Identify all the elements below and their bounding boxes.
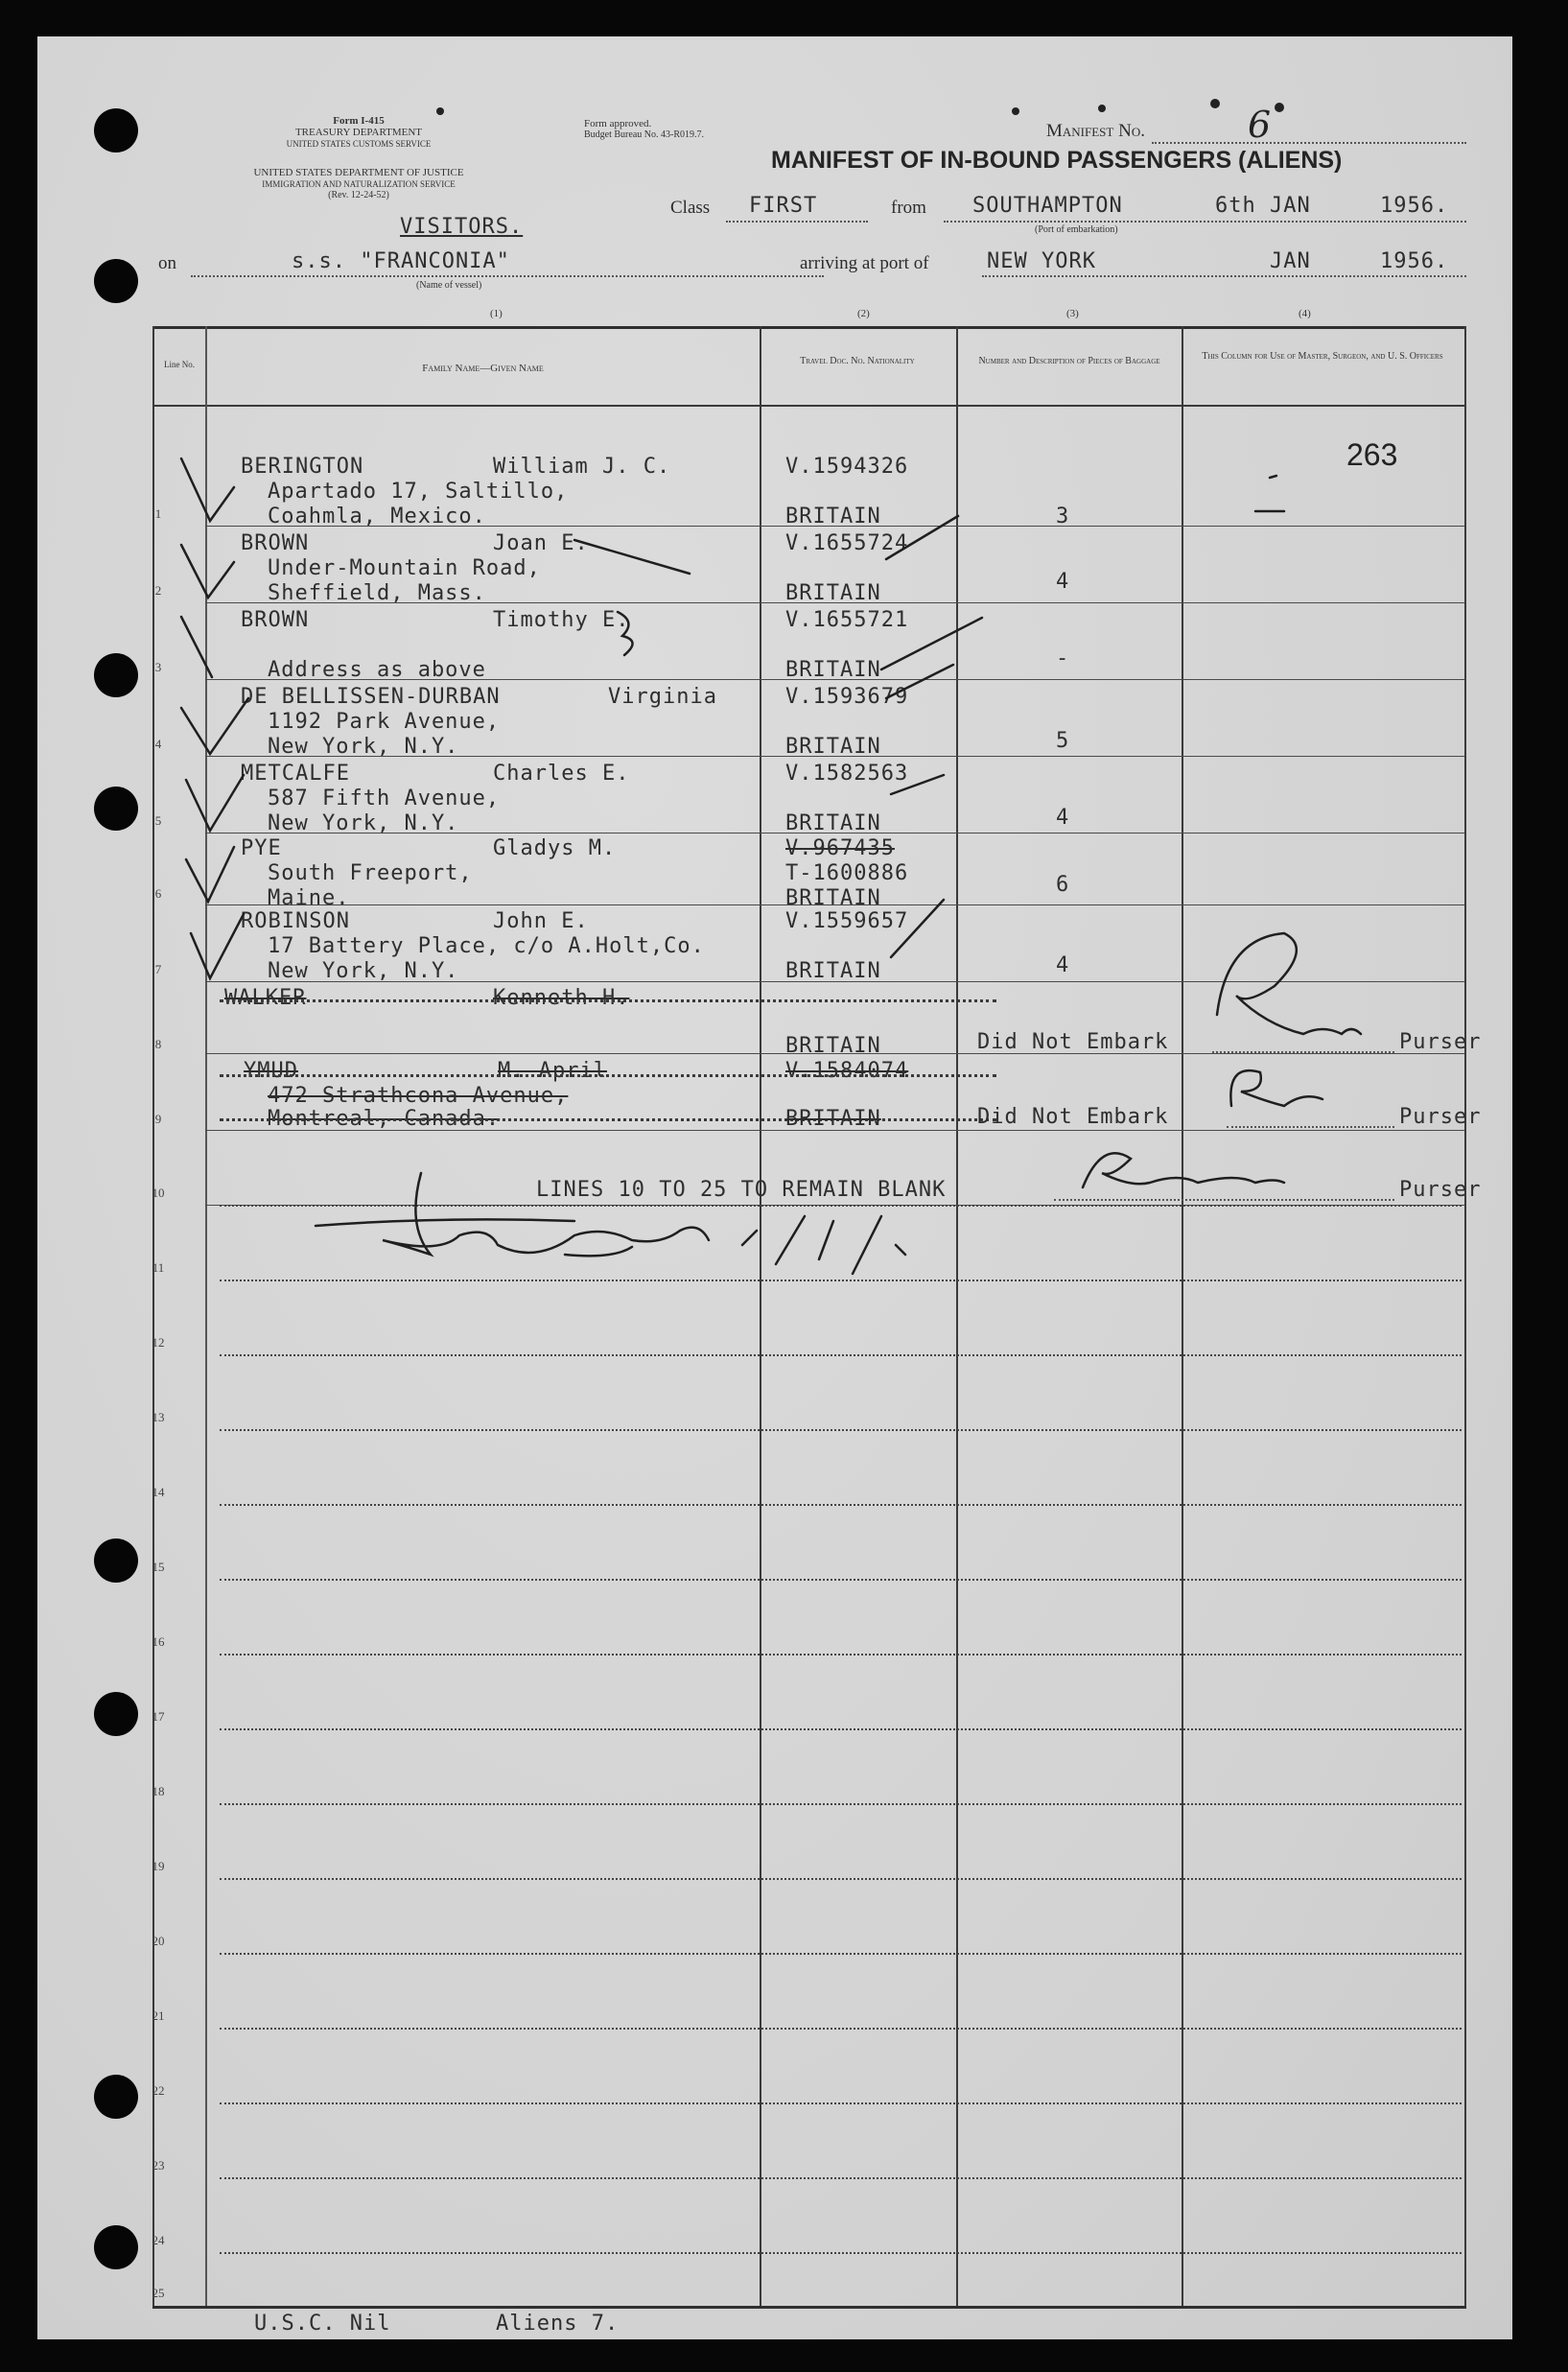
travel-doc: V.1655721 — [785, 608, 909, 632]
check-mark — [886, 665, 953, 698]
signature-date-strokes — [742, 1216, 905, 1274]
address-line: New York, N.Y. — [268, 959, 459, 983]
address-line: 1192 Park Avenue, — [268, 710, 501, 734]
class-value: FIRST — [749, 194, 818, 218]
arrival-port: NEW YORK — [987, 249, 1096, 273]
manifest-no: 6 — [1248, 104, 1272, 146]
given-name: Timothy E. — [493, 608, 630, 632]
did-not-embark: Did Not Embark — [977, 1105, 1169, 1129]
address-line: New York, N.Y. — [268, 735, 459, 759]
header-travel-doc: Travel Doc. No. Nationality — [800, 356, 915, 366]
purser-signature — [1230, 1070, 1322, 1106]
check-mark — [186, 847, 234, 902]
check-mark — [181, 617, 212, 677]
did-not-embark: Did Not Embark — [977, 1030, 1169, 1054]
given-name: William J. C. — [493, 455, 671, 479]
line-number: 5 — [154, 813, 162, 828]
on-label: on — [158, 253, 176, 273]
check-mark — [181, 698, 248, 754]
officer-mark — [1255, 476, 1284, 511]
address-line: Address as above — [268, 658, 486, 682]
nationality: BRITAIN — [785, 886, 881, 910]
paper-speck — [1210, 99, 1220, 108]
line-number: 17 — [152, 1709, 165, 1724]
line-number: 21 — [152, 2008, 165, 2023]
treasury-dept: TREASURY DEPARTMENT — [294, 127, 423, 138]
line-number: 3 — [154, 660, 162, 674]
manifest-page — [37, 36, 1512, 2339]
given-name: Joan E. — [493, 531, 589, 555]
travel-doc: V.1584074 — [785, 1059, 909, 1083]
purser-signature — [1083, 1153, 1284, 1187]
line-number: 19 — [152, 1859, 165, 1873]
family-name: ROBINSON — [241, 909, 350, 933]
officer-number: 263 — [1346, 437, 1398, 472]
line-number: 20 — [152, 1934, 165, 1948]
purser-label: Purser — [1399, 1105, 1482, 1129]
travel-doc: V.1582563 — [785, 762, 909, 786]
col-num-3: (3) — [1066, 308, 1079, 319]
line-number: 24 — [152, 2233, 165, 2247]
nationality: BRITAIN — [785, 581, 881, 605]
address-line: Maine. — [268, 886, 350, 910]
family-name: METCALFE — [241, 762, 350, 786]
purser-label: Purser — [1399, 1030, 1482, 1054]
address-line: 472 Strathcona Avenue, — [268, 1084, 569, 1108]
baggage-count: 3 — [1056, 505, 1070, 528]
page-title: MANIFEST OF IN-BOUND PASSENGERS (ALIENS) — [771, 147, 1343, 174]
line-number: 14 — [152, 1485, 165, 1499]
family-name: DE BELLISSEN-DURBAN — [241, 685, 501, 709]
check-mark — [574, 540, 690, 574]
line-number: 23 — [152, 2158, 165, 2172]
budget-bureau: Budget Bureau No. 43-R019.7. — [584, 129, 704, 140]
address-line: 17 Battery Place, c/o A.Holt,Co. — [268, 934, 705, 958]
nationality: BRITAIN — [785, 735, 881, 759]
check-mark — [181, 545, 234, 598]
header-officers: This Column for Use of Master, Surgeon, and U. S. Officers — [1202, 351, 1443, 362]
check-mark — [881, 618, 982, 669]
line-number: 9 — [154, 1112, 162, 1126]
nationality: BRITAIN — [785, 1034, 881, 1058]
nationality: BRITAIN — [785, 658, 881, 682]
family-name: WALKER — [224, 986, 307, 1010]
given-name: Virginia — [608, 685, 717, 709]
form-approved: Form approved. — [584, 118, 652, 129]
handwriting-layer — [37, 36, 1512, 2339]
travel-doc: V.1655724 — [785, 531, 909, 555]
inspector-signature — [565, 1247, 632, 1256]
col-num-1: (1) — [490, 308, 503, 319]
col-num-2: (2) — [857, 308, 870, 319]
uscc-note: U.S.C. Nil — [254, 2312, 391, 2336]
line-number: 1 — [154, 506, 162, 521]
line-number: 7 — [154, 962, 162, 976]
address-line: South Freeport, — [268, 861, 473, 885]
line-number: 25 — [152, 2286, 165, 2300]
address-line: Under-Mountain Road, — [268, 556, 541, 580]
check-mark — [191, 914, 244, 978]
nationality: BRITAIN — [785, 959, 881, 983]
line-number: 11 — [152, 1260, 165, 1275]
revision: (Rev. 12-24-52) — [328, 190, 389, 200]
family-name: YMUD — [244, 1059, 298, 1083]
baggage-count: 4 — [1056, 953, 1070, 977]
baggage-count: 4 — [1056, 806, 1070, 830]
header-name: Family Name—Given Name — [422, 363, 544, 374]
arriving-label: arriving at port of — [800, 253, 929, 273]
paper-speck — [1098, 105, 1106, 112]
travel-doc-struck: V.967435 — [785, 836, 895, 860]
paper-speck — [1012, 107, 1019, 115]
line-number: 22 — [152, 2083, 165, 2098]
given-name: Gladys M. — [493, 836, 617, 860]
family-name: BROWN — [241, 608, 310, 632]
line-number: 16 — [152, 1634, 165, 1649]
line-number: 8 — [154, 1037, 162, 1051]
inspector-signature — [316, 1173, 709, 1255]
line-number: 2 — [154, 583, 162, 598]
family-name: PYE — [241, 836, 282, 860]
departure-year: 1956. — [1380, 194, 1449, 218]
address-line: Sheffield, Mass. — [268, 581, 486, 605]
given-name: M. April — [498, 1059, 607, 1083]
departure-date: 6th JAN — [1215, 194, 1311, 218]
nationality: BRITAIN — [785, 1107, 881, 1131]
check-mark — [886, 516, 958, 559]
header-baggage: Number and Description of Pieces of Baggage — [978, 356, 1160, 366]
check-mark — [181, 458, 234, 521]
nationality: BRITAIN — [785, 811, 881, 835]
paper-speck — [1275, 103, 1284, 112]
baggage-count: 4 — [1056, 570, 1070, 594]
from-value: SOUTHAMPTON — [972, 194, 1123, 218]
given-name: John E. — [493, 909, 589, 933]
arrival-year: 1956. — [1380, 249, 1449, 273]
ins-service: IMMIGRATION AND NATURALIZATION SERVICE — [262, 179, 456, 189]
travel-doc: V.1593679 — [785, 685, 909, 709]
family-name: BERINGTON — [241, 455, 364, 479]
from-label: from — [891, 198, 926, 218]
visitors-stamp: VISITORS. — [400, 215, 524, 239]
given-name: Kenneth H. — [493, 986, 630, 1010]
line-number: 12 — [152, 1335, 165, 1350]
blank-lines-note: LINES 10 TO 25 TO REMAIN BLANK — [536, 1178, 947, 1202]
vessel-name: s.s. "FRANCONIA" — [292, 249, 510, 273]
address-line: Montreal, Canada. — [268, 1107, 501, 1131]
class-label: Class — [670, 198, 711, 218]
address-line: New York, N.Y. — [268, 811, 459, 835]
check-mark — [891, 900, 944, 957]
port-caption: (Port of embarkation) — [1035, 224, 1118, 235]
line-number: 13 — [152, 1410, 165, 1424]
address-line: 587 Fifth Avenue, — [268, 787, 501, 810]
check-mark — [891, 775, 944, 794]
given-name: Charles E. — [493, 762, 630, 786]
header-line-no: Line No. — [164, 360, 195, 369]
line-number: 6 — [154, 886, 162, 901]
travel-doc: T-1600886 — [785, 861, 909, 885]
nationality: BRITAIN — [785, 505, 881, 528]
travel-doc: V.1559657 — [785, 909, 909, 933]
vessel-caption: (Name of vessel) — [416, 280, 482, 291]
customs-service: UNITED STATES CUSTOMS SERVICE — [286, 139, 432, 149]
line-number: 4 — [154, 737, 162, 751]
form-number: Form I-415 — [333, 115, 385, 127]
line-number: 15 — [152, 1560, 165, 1574]
family-name: BROWN — [241, 531, 310, 555]
address-line: Apartado 17, Saltillo, — [268, 480, 569, 504]
baggage-count: - — [1056, 646, 1070, 670]
col-num-4: (4) — [1299, 308, 1311, 319]
manifest-label: Manifest No. — [1046, 121, 1145, 141]
address-line: Coahmla, Mexico. — [268, 505, 486, 528]
paper-speck — [436, 107, 444, 115]
aliens-count: Aliens 7. — [496, 2312, 620, 2336]
arrival-date: JAN — [1270, 249, 1311, 273]
baggage-count: 5 — [1056, 729, 1070, 753]
travel-doc: V.1594326 — [785, 455, 909, 479]
purser-label: Purser — [1399, 1178, 1482, 1202]
line-number: 18 — [152, 1784, 165, 1798]
check-mark — [618, 612, 633, 655]
line-number: 10 — [152, 1186, 165, 1200]
purser-signature — [1217, 933, 1361, 1034]
baggage-count: 6 — [1056, 873, 1070, 897]
check-mark — [186, 775, 244, 831]
justice-dept: UNITED STATES DEPARTMENT OF JUSTICE — [253, 167, 464, 178]
